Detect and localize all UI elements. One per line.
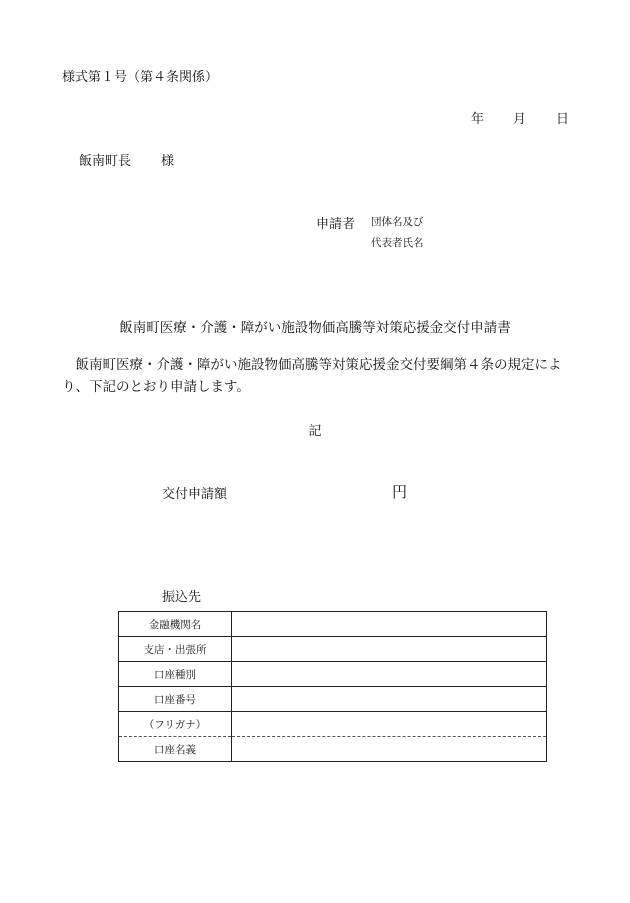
account-holder-label: 口座名義 [119, 737, 232, 762]
document-body: 飯南町医療・介護・障がい施設物価高騰等対策応援金交付要綱第４条の規定により、下記のとおり申請します。 [62, 357, 562, 395]
bank-name-field[interactable] [232, 612, 547, 637]
branch-field[interactable] [232, 637, 547, 662]
applicant-organization-label: 団体名及び [371, 216, 424, 228]
bank-name-label: 金融機関名 [119, 612, 232, 637]
amount-unit: 円 [392, 483, 408, 501]
ki-heading: 記 [308, 424, 322, 439]
document-title: 飯南町医療・介護・障がい施設物価高騰等対策応援金交付申請書 [119, 320, 511, 336]
table-row-account-type [119, 662, 547, 687]
applicant-label: 申請者 [316, 217, 356, 232]
date-day-label: 日 [556, 112, 570, 127]
table-row-branch [119, 637, 547, 662]
furigana-field[interactable] [232, 712, 547, 737]
form-number: 様式第１号（第４条関係） [62, 70, 219, 85]
table-row-account-number [119, 687, 547, 712]
account-type-label: 口座種別 [119, 662, 232, 687]
date-year-label: 年 [471, 112, 485, 127]
bank-account-table [118, 611, 547, 762]
branch-label: 支店・出張所 [119, 637, 232, 662]
table-row-furigana [119, 712, 547, 737]
recipient-honorific: 様 [161, 154, 175, 169]
applicant-representative-label: 代表者氏名 [371, 237, 424, 249]
account-holder-field[interactable] [232, 737, 547, 762]
amount-label: 交付申請額 [162, 487, 228, 502]
table-row-account-holder [119, 737, 547, 762]
account-number-label: 口座番号 [119, 687, 232, 712]
date-month-label: 月 [513, 112, 527, 127]
account-number-field[interactable] [232, 687, 547, 712]
table-row-bank-name [119, 612, 547, 637]
account-type-field[interactable] [232, 662, 547, 687]
furigana-label: （フリガナ） [119, 712, 232, 737]
transfer-label: 振込先 [162, 590, 202, 605]
recipient-name: 飯南町長 [79, 154, 132, 169]
